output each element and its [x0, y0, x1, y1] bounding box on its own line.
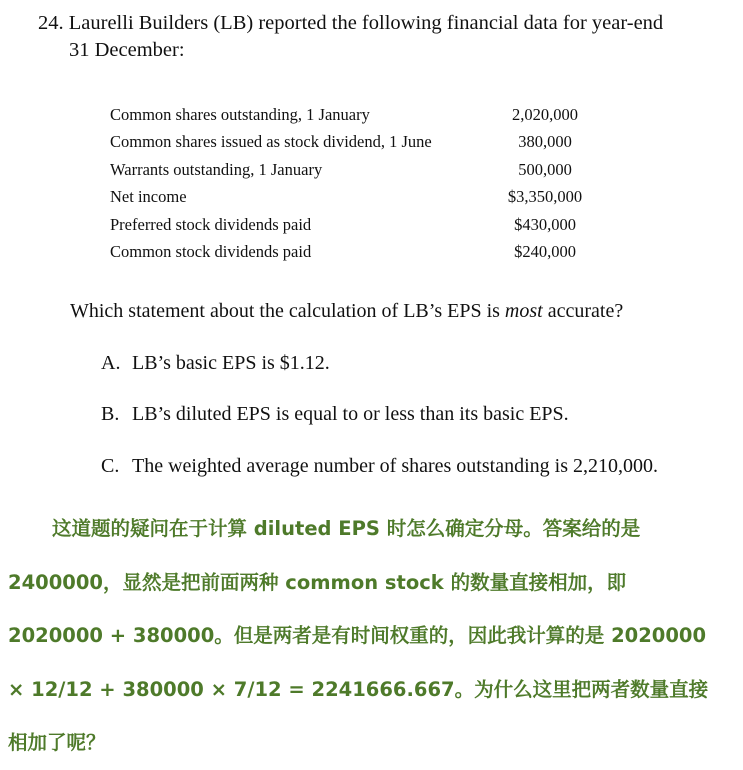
row-label: Warrants outstanding, 1 January: [110, 159, 323, 179]
question-heading: [38, 10, 738, 64]
table-row: [110, 184, 590, 212]
row-value: 380,000: [518, 132, 572, 152]
row-value: $430,000: [514, 214, 576, 234]
option-text: LB’s basic EPS is $1.12.: [132, 352, 330, 374]
option-letter: B.: [101, 403, 120, 425]
row-label: Common stock dividends paid: [110, 242, 312, 262]
option-text: The weighted average number of shares outstanding is 2,210,000.: [132, 455, 658, 477]
option-b: [101, 401, 569, 427]
prompt-after: accurate?: [542, 300, 624, 322]
table-row: [110, 156, 590, 184]
row-label: Net income: [110, 187, 187, 207]
question-prompt: [70, 298, 623, 324]
prompt-emphasis: most: [504, 300, 543, 322]
row-label: Preferred stock dividends paid: [110, 214, 312, 234]
user-comment: [0, 502, 743, 770]
question-line-1: [38, 10, 738, 37]
row-value: 500,000: [518, 159, 572, 179]
option-text: LB’s diluted EPS is equal to or less than its basic EPS.: [132, 403, 569, 425]
comment-line-4: × 12/12 + 380000 × 7/12 = 2241666.667。为什么这里把两者数量直接: [8, 677, 709, 701]
row-value: $3,350,000: [507, 187, 583, 207]
comment-line-5: 相加了呢？: [8, 731, 106, 754]
option-c: [101, 453, 658, 479]
option-letter: C.: [101, 455, 120, 477]
comment-line-2: 2400000，显然是把前面两种 common stock 的数量直接相加，即: [8, 570, 627, 594]
prompt-before: Which statement about the calculation of LB’s EPS is: [70, 300, 505, 322]
row-label: Common shares issued as stock dividend, 1 June: [110, 132, 432, 152]
question-number: 24.: [38, 12, 64, 34]
comment-line-3: 2020000 + 380000。但是两者是有时间权重的，因此我计算的是 2020000: [8, 624, 707, 647]
financial-data-table: [110, 101, 590, 266]
table-row: [110, 239, 590, 267]
table-row: [110, 211, 590, 239]
question-stem-line-1: Laurelli Builders (LB) reported the following financial data for year-end: [68, 12, 664, 34]
table-row: [110, 129, 590, 157]
option-a: [101, 350, 330, 376]
row-value: $240,000: [514, 242, 576, 262]
comment-line-1: 这道题的疑问在于计算 diluted EPS 时怎么确定分母。答案给的是: [52, 517, 641, 540]
table-row: [110, 101, 590, 129]
option-letter: A.: [101, 352, 121, 374]
row-label: Common shares outstanding, 1 January: [110, 104, 370, 124]
question-stem-line-2: 31 December:: [69, 39, 185, 61]
row-value: 2,020,000: [512, 104, 578, 124]
